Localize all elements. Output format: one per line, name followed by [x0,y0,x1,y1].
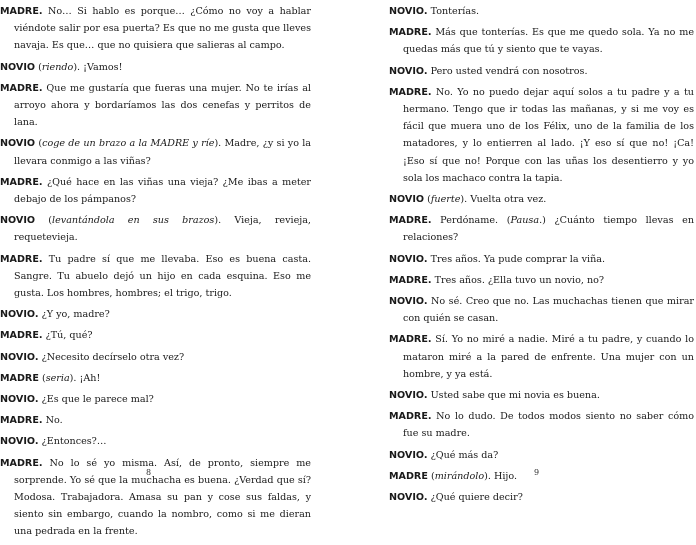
dialogue-text: Usted sabe que mi novia es buena. [427,390,600,402]
speaker-name: MADRE. [0,82,43,94]
dialogue-text: ¿Y yo, madre? [38,309,110,321]
stage-direction: seria [45,372,70,384]
speaker-name: MADRE. [389,334,432,346]
dialogue-line [389,191,694,208]
dialogue-line [389,3,694,20]
speaker-name: MADRE [0,372,39,384]
dialogue-line [0,370,311,387]
dialogue-text: ( [35,215,53,227]
dialogue-line [0,455,311,541]
dialogue-line [0,306,311,323]
speaker-name: MADRE. [389,27,432,39]
dialogue-text: ). Vuelta otra vez. [460,194,547,206]
dialogue-line [0,251,311,303]
dialogue-text: ). ¡Ah! [69,372,101,384]
dialogue-text: Sí. Yo no miré a nadie. Miré a tu padre, y cuando lo mataron miré a la pared de enfrente. Una mujer con un hombre, y ya está. [403,334,694,380]
dialogue-line [389,84,694,187]
page-number-left: 8 [146,468,152,477]
dialogue-text: ( [35,138,43,150]
dialogue-line [0,3,311,55]
speaker-name: NOVIO. [389,253,428,265]
dialogue-line [389,408,694,442]
dialogue-text: Más que tonterías. Es que me quedo sola. Ya no me quedas más que tú y siento que te vayas. [403,27,694,56]
dialogue-text: ). Hijo. [484,470,518,482]
dialogue-text: ( [424,194,431,206]
dialogue-line [0,135,311,169]
dialogue-text: ¿Entonces?… [38,436,107,448]
dialogue-text: Tres años. Ya pude comprar la viña. [427,253,606,265]
dialogue-text: No sé. Creo que no. Las muchachas tienen que mirar con quién se casan. [403,296,694,325]
stage-direction: fuerte [430,194,461,206]
dialogue-text: No lo sé yo misma. Así, de pronto, siempre me sorprende. Yo sé que la muchacha es buena. ¿Verdad que sí? Modosa. Trabajadora. Amasa su pan y cose sus faldas, y siento sin embargo, cuando la nombro, como si me dieran una pedrada en la frente. [14,457,311,538]
dialogue-line [389,24,694,58]
speaker-name: NOVIO. [0,436,39,448]
dialogue-text: Tonterías. [427,6,480,17]
speaker-name: MADRE. [0,176,43,188]
speaker-name: NOVIO. [0,394,39,406]
dialogue-text: ) ¿Cuánto tiempo llevas en relaciones? [403,215,694,244]
dialogue-text: ( [35,61,42,73]
dialogue-text: ). Madre, ¿y si yo la llevara conmigo a las viñas? [14,138,312,167]
speaker-name: MADRE. [389,86,432,98]
speaker-name: MADRE [389,470,428,482]
stage-direction: coge de un brazo a la MADRE y ríe [42,138,215,150]
speaker-name: MADRE. [0,6,43,17]
speaker-name: NOVIO. [389,390,428,402]
dialogue-text: Que me gustaría que fueras una mujer. No te irías al arroyo ahora y bordaríamos las dos cenefas y perritos de lana. [14,82,311,129]
dialogue-text: Tu padre sí que me llevaba. Eso es buena casta. Sangre. Tu abuelo dejó un hijo en cada esquina. Eso me gusta. Los hombres, hombres; el trigo, trigo. [14,253,311,300]
dialogue-text: Perdóname. ( [431,215,511,227]
dialogue-text: ¿Qué hace en las viñas una vieja? ¿Me ibas a meter debajo de los pámpanos? [14,176,311,206]
speaker-name: MADRE. [389,274,432,286]
dialogue-line [0,327,311,344]
dialogue-line [389,272,694,289]
dialogue-text: ¿Tú, qué? [42,330,93,342]
dialogue-line [0,174,311,208]
dialogue-line [0,212,311,246]
speaker-name: MADRE. [389,411,432,423]
page-number-right: 9 [534,468,540,477]
dialogue-line [0,349,311,366]
stage-direction: riendo [41,61,74,73]
dialogue-text: ¿Qué más da? [427,449,499,461]
dialogue-text: No. [42,415,63,427]
dialogue-text: ¿Es que le parece mal? [38,394,154,406]
dialogue-text: No… Si hablo es porque… ¿Cómo no voy a hablar viéndote salir por esa puerta? Es que no me gusta que lleves navaja. Es que… que no quisiera que salieras al campo. [14,6,311,52]
dialogue-text: ¿Necesito decírselo otra vez? [38,351,185,363]
speaker-name: MADRE. [0,330,43,342]
dialogue-line [389,489,694,506]
right-page-text [389,3,694,510]
dialogue-line [389,63,694,80]
dialogue-line [389,447,694,464]
dialogue-line [389,387,694,404]
dialogue-line [389,293,694,327]
dialogue-text: No lo dudo. De todos modos siento no saber cómo fue su madre. [403,411,694,440]
dialogue-line [389,212,694,246]
dialogue-line [389,468,694,485]
dialogue-text: Pero usted vendrá con nosotros. [427,65,588,77]
speaker-name: NOVIO. [389,6,428,17]
dialogue-text: ¿Qué quiere decir? [427,492,523,504]
speaker-name: NOVIO [0,215,36,227]
dialogue-line [0,433,311,450]
dialogue-line [389,331,694,383]
speaker-name: NOVIO. [389,296,428,308]
dialogue-text: ( [38,372,46,384]
stage-direction: mirándolo [434,470,485,482]
speaker-name: NOVIO. [389,65,428,77]
speaker-name: NOVIO. [389,492,428,504]
left-page-text [0,3,311,545]
speaker-name: NOVIO [0,138,36,150]
speaker-name: NOVIO. [0,309,39,321]
speaker-name: NOVIO [0,61,36,73]
dialogue-text: ). Vieja, revieja, requetevieja. [14,215,311,244]
dialogue-text: ). ¡Vamos! [73,61,123,73]
speaker-name: MADRE. [0,253,43,265]
dialogue-text: Tres años. ¿Ella tuvo un novio, no? [431,274,605,286]
speaker-name: MADRE. [0,457,43,469]
dialogue-text: No. Yo no puedo dejar aquí solos a tu padre y a tu hermano. Tengo que ir todas las mañanas, y si me voy es fácil que muera uno de los Félix, uno de la familia de los matadores, y lo entierren al lado. ¡Y eso sí que no! ¡Ca! ¡Eso sí que no! Porque con las uñas los desentierro y yo sola los machaco contra la tapia. [403,86,694,184]
speaker-name: MADRE. [389,215,432,227]
speaker-name: NOVIO. [0,351,39,363]
dialogue-line [0,412,311,429]
speaker-name: NOVIO. [389,449,428,461]
dialogue-line [0,391,311,408]
speaker-name: MADRE. [0,415,43,427]
dialogue-line [389,251,694,268]
speaker-name: NOVIO [389,194,425,206]
dialogue-text: ( [427,470,435,482]
dialogue-line [0,80,311,132]
stage-direction: levantándola en sus brazos [52,215,215,227]
stage-direction: Pausa. [510,215,543,227]
dialogue-line [0,59,311,76]
